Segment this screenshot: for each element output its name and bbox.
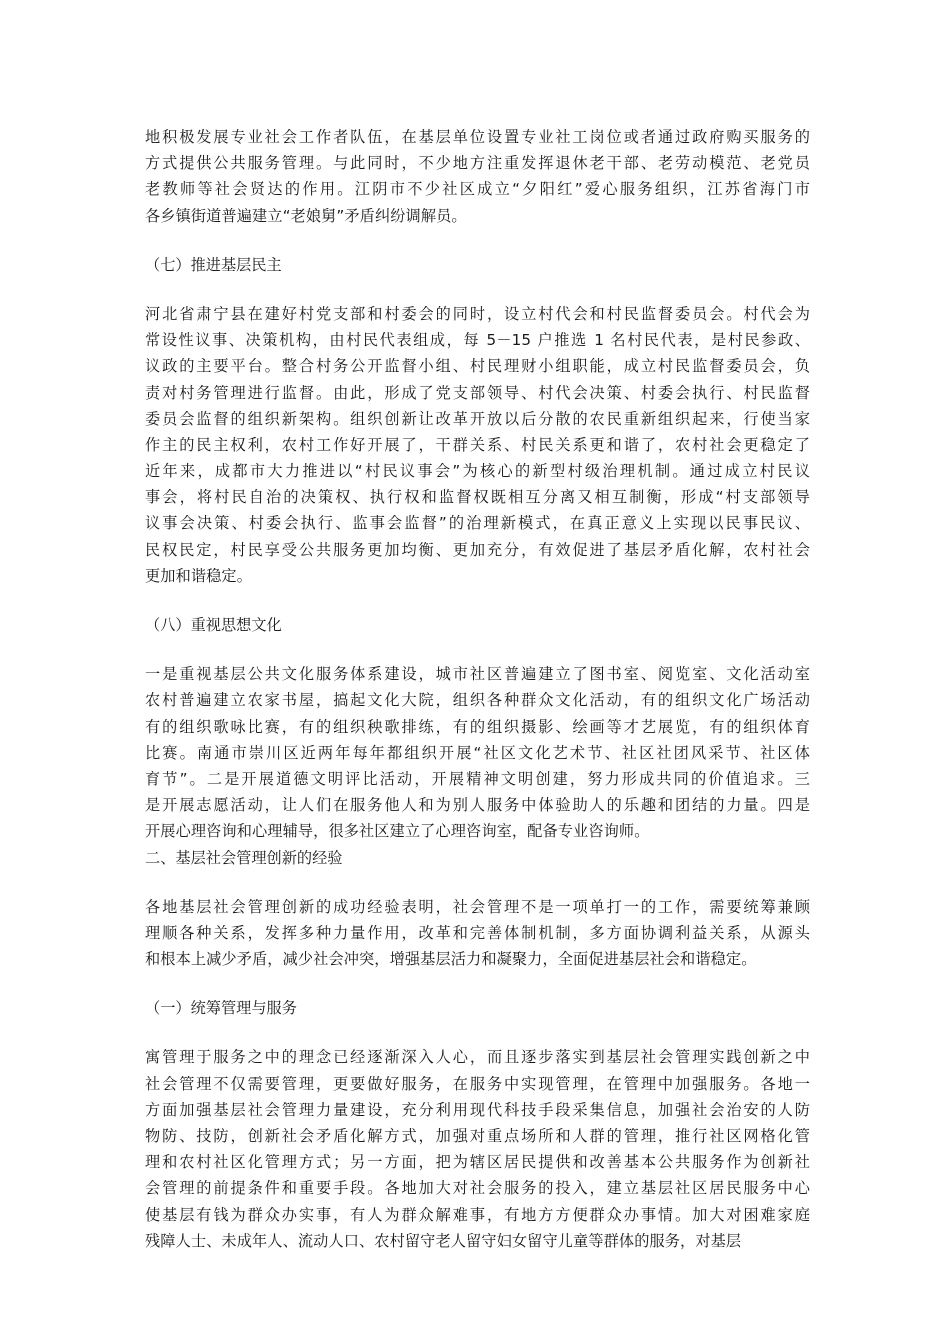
text-line: 老教师等社会贤达的作用。江阴市不少社区成立“夕阳红”爱心服务组织，江苏省海门市	[145, 180, 810, 199]
text-line: 议事会决策、村委会执行、监事会监督”的治理新模式，在真正意义上实现以民事民议、	[145, 514, 810, 533]
text-line: 物防、技防，创新社会矛盾化解方式，加强对重点场所和人群的管理，推行社区网格化管	[145, 1127, 810, 1145]
text-line: 各地基层社会管理创新的成功经验表明，社会管理不是一项单打一的工作，需要统筹兼顾	[145, 897, 810, 916]
paragraph-gap	[145, 1021, 810, 1044]
text-line: 残障人士、未成年人、流动人口、农村留守老人留守妇女留守儿童等群体的服务，对基层	[145, 1231, 742, 1250]
text-line: 使基层有钱为群众办实事，有人为群众解难事，有地方方便群众办事情。加大对困难家庭	[145, 1205, 810, 1224]
paragraph-gap	[145, 871, 810, 894]
text-line: 河北省肃宁县在建好村党支部和村委会的同时，设立村代会和村民监督委员会。村代会为	[145, 304, 810, 323]
text-line: 比赛。南通市崇川区近两年每年都组织开展“社区文化艺术节、社区社团风采节、社区体	[145, 743, 810, 762]
paragraph-gap	[145, 229, 810, 252]
paragraph-experience	[145, 894, 810, 973]
paragraph-gap	[145, 278, 810, 301]
text-line: 育节”。二是开展道德文明评比活动，开展精神文明创建，努力形成共同的价值追求。三	[145, 769, 810, 788]
text-line: 民权民定，村民享受公共服务更加均衡、更加充分，有效促进了基层矛盾化解，农村社会	[145, 540, 810, 559]
text-line: 社会管理不仅需要管理，更要做好服务，在服务中实现管理，在管理中加强服务。各地一	[145, 1074, 810, 1093]
text-line: 近年来，成都市大力推进以“村民议事会”为核心的新型村级治理机制。通过成立村民议	[145, 462, 810, 481]
text-line: 农村普遍建立农家书屋，搞起文化大院，组织各种群众文化活动，有的组织文化广场活动	[145, 691, 810, 710]
paragraph-management-in-service	[145, 1044, 810, 1254]
document-page	[145, 124, 810, 1254]
paragraph-gap	[145, 638, 810, 661]
text-line: 方面加强基层社会管理力量建设，充分利用现代科技手段采集信息，加强社会治安的人防	[145, 1100, 810, 1119]
paragraph-gap	[145, 589, 810, 612]
heading-management-service: （一）统筹管理与服务	[145, 999, 297, 1018]
heading-ideology-culture: （八）重视思想文化	[145, 616, 282, 634]
paragraph-suning-chengdu	[145, 301, 810, 589]
text-line: 理顺各种关系，发挥多种力量作用，改革和完善体制机制，多方面协调利益关系，从源头	[145, 923, 810, 942]
text-line: 和根本上减少矛盾，减少社会冲突，增强基层活力和凝聚力，全面促进基层社会和谐稳定。	[145, 950, 757, 969]
text-line: 各乡镇街道普遍建立“老娘舅”矛盾纠纷调解员。	[145, 206, 467, 225]
text-line: 事会，将村民自治的决策权、执行权和监督权既相互分离又相互制衡，形成“村支部领导	[145, 488, 810, 507]
paragraph-gap	[145, 972, 810, 995]
text-line: 方式提供公共服务管理。与此同时，不少地方注重发挥退休老干部、老劳动模范、老党员	[145, 154, 810, 173]
text-line: 会管理的前提条件和重要手段。各地加大对社会服务的投入，建立基层社区居民服务中心	[145, 1179, 810, 1198]
text-line: 有的组织歌咏比赛，有的组织秧歌排练，有的组织摄影、绘画等才艺展览，有的组织体育	[145, 717, 810, 736]
paragraph-social-workers	[145, 124, 810, 229]
text-line: 责对村务管理进行监督。由此，形成了党支部领导、村代会决策、村委会执行、村民监督	[145, 383, 810, 402]
text-line: 更加和谐稳定。	[145, 566, 253, 585]
text-line: 一是重视基层公共文化服务体系建设，城市社区普遍建立了图书室、阅览室、文化活动室	[145, 665, 810, 684]
text-line: 理和农村社区化管理方式；另一方面，把为辖区居民提供和改善基本公共服务作为创新社	[145, 1153, 810, 1172]
paragraph-public-culture	[145, 661, 810, 844]
heading-grassroots-democracy: （七）推进基层民主	[145, 255, 282, 274]
text-line: 寓管理于服务之中的理念已经逐渐深入人心，而且逐步落实到基层社会管理实践创新之中	[145, 1048, 810, 1067]
text-line: 常设性议事、决策机构，由村民代表组成，每 5－15 户推选 1 名村民代表，是村民参政、	[145, 331, 810, 350]
text-line: 是开展志愿活动，让人们在服务他人和为别人服务中体验助人的乐趣和团结的力量。四是	[145, 796, 810, 815]
text-line: 地积极发展专业社会工作者队伍，在基层单位设置专业社工岗位或者通过政府购买服务的	[145, 128, 810, 146]
text-line: 议政的主要平台。整合村务公开监督小组、村民理财小组职能，成立村民监督委员会，负	[145, 357, 810, 376]
text-line: 作主的民主权利，农村工作好开展了，干群关系、村民关系更和谐了，农村社会更稳定了	[145, 435, 810, 454]
heading-section-two: 二、基层社会管理创新的经验	[145, 848, 343, 867]
text-line: 开展心理咨询和心理辅导，很多社区建立了心理咨询室，配备专业咨询师。	[145, 822, 650, 841]
text-line: 委员会监督的组织新架构。组织创新让改革开放以后分散的农民重新组织起来，行使当家	[145, 409, 810, 428]
